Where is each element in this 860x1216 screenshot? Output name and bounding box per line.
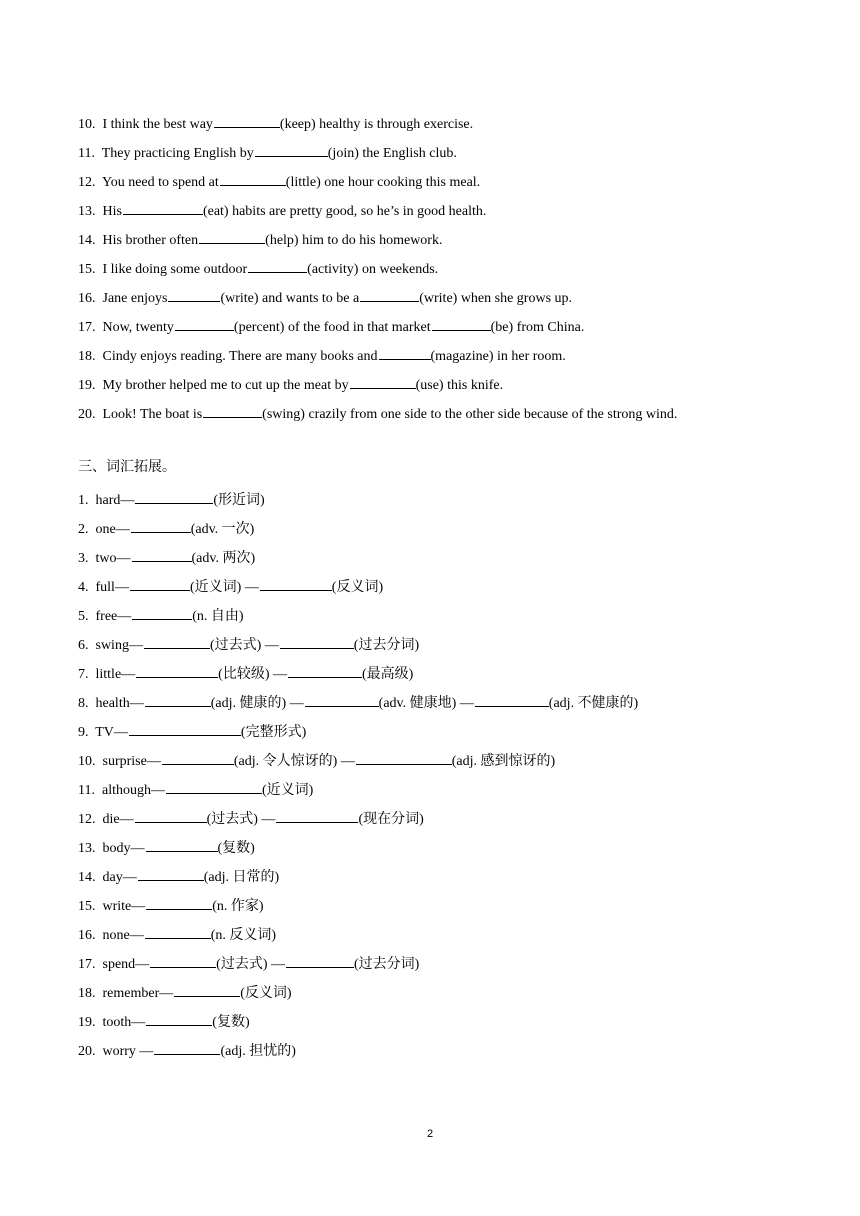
answer-blank[interactable] <box>135 489 213 504</box>
vocab-item: 15. write— (n. 作家) <box>78 895 638 924</box>
exercise-item: 16. Jane enjoys (write) and wants to be a (write) when she grows up. <box>78 287 677 316</box>
item-number: 19. <box>78 1015 96 1030</box>
answer-blank[interactable] <box>146 837 218 852</box>
exercise-item: 19. My brother helped me to cut up the meat by (use) this knife. <box>78 374 677 403</box>
page-number: 2 <box>426 1128 434 1140</box>
answer-blank[interactable] <box>356 750 452 765</box>
answer-blank[interactable] <box>432 316 491 331</box>
item-number: 7. <box>78 667 89 682</box>
answer-blank[interactable] <box>379 345 431 360</box>
answer-blank[interactable] <box>166 779 262 794</box>
exercise-item: 12. You need to spend at (little) one hour cooking this meal. <box>78 171 677 200</box>
vocab-item: 4. full— (近义词) — (反义词) <box>78 576 638 605</box>
answer-blank[interactable] <box>248 258 307 273</box>
answer-blank[interactable] <box>144 634 210 649</box>
answer-blank[interactable] <box>150 953 216 968</box>
answer-blank[interactable] <box>350 374 416 389</box>
item-number: 2. <box>78 522 89 537</box>
answer-blank[interactable] <box>220 171 286 186</box>
vocab-item: 2. one— (adv. 一次) <box>78 518 638 547</box>
vocab-item: 8. health— (adj. 健康的) — (adv. 健康地) — (adj. 不健康的) <box>78 692 638 721</box>
answer-blank[interactable] <box>146 895 212 910</box>
item-number: 4. <box>78 580 89 595</box>
answer-blank[interactable] <box>132 547 192 562</box>
exercise-item: 14. His brother often (help) him to do his homework. <box>78 229 677 258</box>
exercise-section-2 <box>78 113 677 432</box>
exercise-item: 13. His (eat) habits are pretty good, so he’s in good health. <box>78 200 677 229</box>
answer-blank[interactable] <box>168 287 220 302</box>
item-number: 3. <box>78 551 89 566</box>
item-number: 11. <box>78 146 95 161</box>
answer-blank[interactable] <box>475 692 549 707</box>
exercise-section-3 <box>78 459 638 1069</box>
answer-blank[interactable] <box>260 576 332 591</box>
vocab-item: 6. swing— (过去式) — (过去分词) <box>78 634 638 663</box>
answer-blank[interactable] <box>199 229 265 244</box>
item-number: 13. <box>78 841 96 856</box>
vocab-item: 5. free— (n. 自由) <box>78 605 638 634</box>
item-number: 10. <box>78 117 96 132</box>
answer-blank[interactable] <box>162 750 234 765</box>
item-number: 20. <box>78 1044 96 1059</box>
answer-blank[interactable] <box>146 1011 212 1026</box>
section-heading: 三、词汇拓展。 <box>78 460 176 475</box>
vocab-item: 18. remember— (反义词) <box>78 982 638 1011</box>
exercise-item: 18. Cindy enjoys reading. There are many books and (magazine) in her room. <box>78 345 677 374</box>
answer-blank[interactable] <box>130 576 190 591</box>
item-number: 18. <box>78 986 96 1001</box>
item-number: 15. <box>78 899 96 914</box>
item-number: 12. <box>78 812 96 827</box>
item-number: 16. <box>78 291 96 306</box>
vocab-item: 3. two— (adv. 两次) <box>78 547 638 576</box>
vocab-item: 19. tooth— (复数) <box>78 1011 638 1040</box>
answer-blank[interactable] <box>138 866 204 881</box>
item-number: 13. <box>78 204 96 219</box>
exercise-item: 11. They practicing English by (join) the English club. <box>78 142 677 171</box>
item-number: 19. <box>78 378 96 393</box>
vocab-item: 1. hard— (形近词) <box>78 489 638 518</box>
vocab-item: 17. spend— (过去式) — (过去分词) <box>78 953 638 982</box>
answer-blank[interactable] <box>280 634 354 649</box>
answer-blank[interactable] <box>214 113 280 128</box>
answer-blank[interactable] <box>154 1040 220 1055</box>
vocab-item: 16. none— (n. 反义词) <box>78 924 638 953</box>
answer-blank[interactable] <box>288 663 362 678</box>
vocab-item: 12. die— (过去式) — (现在分词) <box>78 808 638 837</box>
answer-blank[interactable] <box>123 200 203 215</box>
answer-blank[interactable] <box>360 287 419 302</box>
answer-blank[interactable] <box>305 692 379 707</box>
exercise-item: 17. Now, twenty (percent) of the food in that market (be) from China. <box>78 316 677 345</box>
answer-blank[interactable] <box>286 953 354 968</box>
exercise-item: 20. Look! The boat is (swing) crazily from one side to the other side because of the strong wind. <box>78 403 677 432</box>
vocab-item: 13. body— (复数) <box>78 837 638 866</box>
answer-blank[interactable] <box>136 663 218 678</box>
item-number: 18. <box>78 349 96 364</box>
vocab-item: 10. surprise— (adj. 令人惊讶的) — (adj. 感到惊讶的) <box>78 750 638 779</box>
answer-blank[interactable] <box>129 721 241 736</box>
item-number: 12. <box>78 175 96 190</box>
answer-blank[interactable] <box>276 808 358 823</box>
item-number: 8. <box>78 696 89 711</box>
item-number: 20. <box>78 407 96 422</box>
exercise-item: 10. I think the best way (keep) healthy is through exercise. <box>78 113 677 142</box>
answer-blank[interactable] <box>175 316 234 331</box>
vocab-item: 14. day— (adj. 日常的) <box>78 866 638 895</box>
exercise-item: 15. I like doing some outdoor (activity) on weekends. <box>78 258 677 287</box>
answer-blank[interactable] <box>255 142 328 157</box>
answer-blank[interactable] <box>145 924 211 939</box>
item-number: 1. <box>78 493 89 508</box>
item-number: 5. <box>78 609 89 624</box>
vocab-item: 20. worry — (adj. 担忧的) <box>78 1040 638 1069</box>
answer-blank[interactable] <box>135 808 207 823</box>
item-number: 16. <box>78 928 96 943</box>
answer-blank[interactable] <box>145 692 211 707</box>
item-number: 11. <box>78 783 95 798</box>
item-number: 17. <box>78 320 96 335</box>
item-number: 6. <box>78 638 89 653</box>
item-number: 17. <box>78 957 96 972</box>
vocab-item: 11. although— (近义词) <box>78 779 638 808</box>
item-number: 15. <box>78 262 96 277</box>
vocab-item: 9. TV— (完整形式) <box>78 721 638 750</box>
item-number: 9. <box>78 725 89 740</box>
vocab-item: 7. little— (比较级) — (最高级) <box>78 663 638 692</box>
answer-blank[interactable] <box>132 605 192 620</box>
item-number: 14. <box>78 233 96 248</box>
item-number: 14. <box>78 870 96 885</box>
answer-blank[interactable] <box>131 518 191 533</box>
item-number: 10. <box>78 754 96 769</box>
answer-blank[interactable] <box>174 982 240 997</box>
answer-blank[interactable] <box>203 403 262 418</box>
